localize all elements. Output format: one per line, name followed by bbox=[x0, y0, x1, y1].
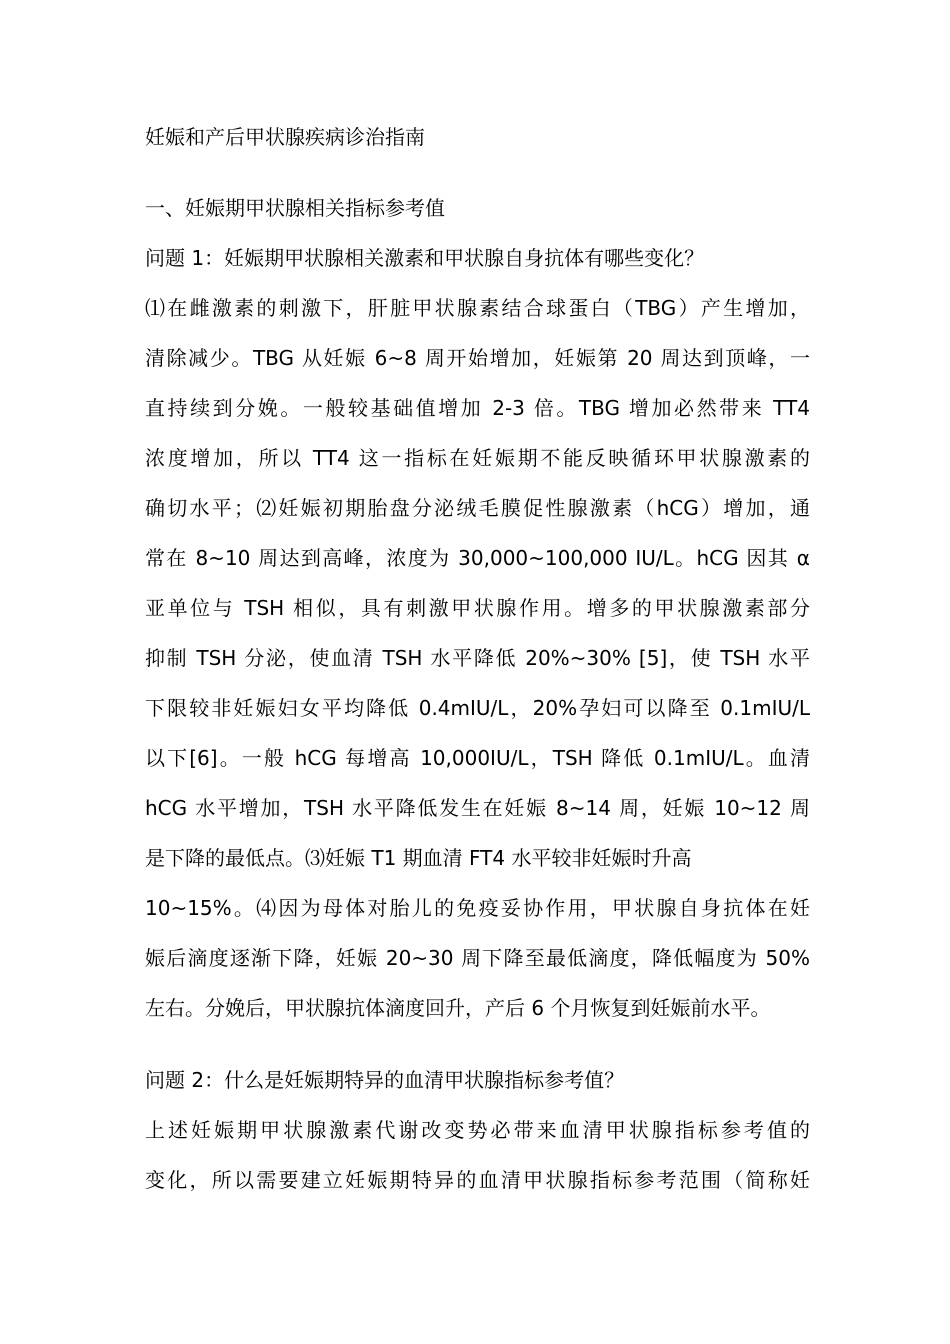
paragraph-line: 直持续到分娩。一般较基础值增加 2-3 倍。TBG 增加必然带来 TT4 bbox=[145, 396, 810, 420]
paragraph-line: 清除减少。TBG 从妊娠 6~8 周开始增加，妊娠第 20 周达到顶峰，一 bbox=[145, 346, 810, 370]
question-1-block bbox=[145, 233, 810, 1033]
paragraph-line: 变化，所以需要建立妊娠期特异的血清甲状腺指标参考范围（简称妊 bbox=[145, 1168, 810, 1192]
paragraph-line: 常在 8~10 周达到高峰，浓度为 30,000~100,000 IU/L。hCG 因其 α bbox=[145, 546, 810, 570]
question-1-heading: 问题 1：妊娠期甲状腺相关激素和甲状腺自身抗体有哪些变化？ bbox=[145, 246, 705, 270]
document-title bbox=[145, 112, 810, 162]
paragraph-line: 是下降的最低点。⑶妊娠 T1 期血清 FT4 水平较非妊娠时升高 bbox=[145, 846, 692, 870]
question-2-heading: 问题 2：什么是妊娠期特异的血清甲状腺指标参考值？ bbox=[145, 1068, 625, 1092]
paragraph-line: 下限较非妊娠妇女平均降低 0.4mIU/L，20%孕妇可以降至 0.1mIU/L bbox=[145, 696, 810, 720]
section-1-heading: 一、妊娠期甲状腺相关指标参考值 bbox=[145, 196, 445, 220]
paragraph-line: hCG 水平增加，TSH 水平降低发生在妊娠 8~14 周，妊娠 10~12 周 bbox=[145, 796, 810, 820]
paragraph-line: 上述妊娠期甲状腺激素代谢改变势必带来血清甲状腺指标参考值的 bbox=[145, 1118, 810, 1142]
section-heading bbox=[145, 183, 810, 233]
paragraph-line: 左右。分娩后，甲状腺抗体滴度回升，产后 6 个月恢复到妊娠前水平。 bbox=[145, 996, 771, 1020]
paragraph-line: 抑制 TSH 分泌，使血清 TSH 水平降低 20%~30% [5]，使 TSH 水平 bbox=[145, 646, 810, 670]
paragraph-line: 浓度增加，所以 TT4 这一指标在妊娠期不能反映循环甲状腺激素的 bbox=[145, 446, 810, 470]
paragraph-line: 娠后滴度逐渐下降，妊娠 20~30 周下降至最低滴度，降低幅度为 50% bbox=[145, 946, 810, 970]
paragraph-line: 亚单位与 TSH 相似，具有刺激甲状腺作用。增多的甲状腺激素部分 bbox=[145, 596, 810, 620]
title-text: 妊娠和产后甲状腺疾病诊治指南 bbox=[145, 125, 425, 149]
question-2-block bbox=[145, 1055, 810, 1205]
paragraph-line: 以下[6]。一般 hCG 每增高 10,000IU/L，TSH 降低 0.1mIU/L。血清 bbox=[145, 746, 810, 770]
paragraph-line: 10~15%。⑷因为母体对胎儿的免疫妥协作用，甲状腺自身抗体在妊 bbox=[145, 896, 810, 920]
paragraph-line: ⑴在雌激素的刺激下，肝脏甲状腺素结合球蛋白（TBG）产生增加， bbox=[145, 296, 810, 320]
paragraph-line: 确切水平；⑵妊娠初期胎盘分泌绒毛膜促性腺激素（hCG）增加，通 bbox=[145, 496, 810, 520]
